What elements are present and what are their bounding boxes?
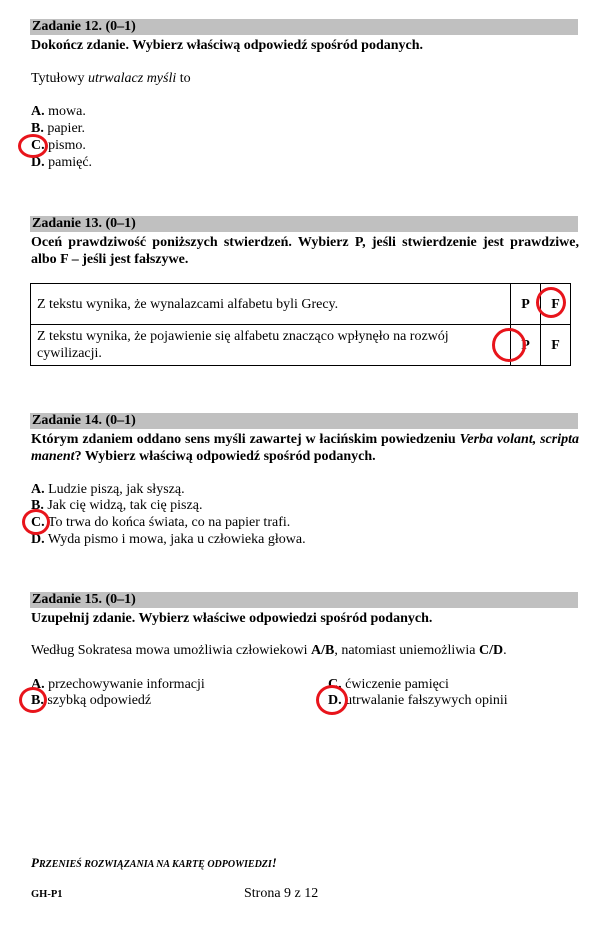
option-text: pamięć.: [44, 155, 93, 170]
task-12-instruction: Dokończ zdanie. Wybierz właściwą odpowiedź spośród podanych.: [31, 38, 424, 53]
task-15-header: Zadanie 15. (0–1): [30, 592, 578, 608]
table-row: [31, 325, 571, 366]
task-12-option-d[interactable]: [31, 154, 92, 171]
stem-text: .: [503, 643, 507, 658]
option-letter: A.: [31, 677, 45, 692]
task-14-option-a[interactable]: [31, 481, 185, 498]
option-letter: D.: [31, 532, 45, 547]
task-15-stem: [31, 642, 507, 659]
option-letter: A.: [31, 482, 45, 497]
task-14-option-d[interactable]: [31, 531, 306, 548]
option-text: Wyda pismo i mowa, jaka u człowieka głowa.: [44, 532, 306, 547]
option-letter: B.: [31, 693, 44, 708]
option-text: utrwalanie fałszywych opinii: [341, 693, 508, 708]
option-letter: B.: [31, 498, 44, 513]
stem-text: Tytułowy: [31, 71, 88, 86]
true-false-table: [30, 283, 571, 366]
true-option[interactable]: P: [511, 325, 541, 366]
statement-cell: Z tekstu wynika, że pojawienie się alfabetu znacząco wpłynęło na rozwój cywilizacji.: [31, 325, 511, 366]
option-letter: A.: [31, 104, 45, 119]
task-14-option-c[interactable]: [31, 514, 290, 531]
option-text: Jak cię widzą, tak cię piszą.: [43, 498, 203, 513]
option-letter: B.: [31, 121, 44, 136]
instruction-text: Którym zdaniem oddano sens myśli zawartej w łacińskim powiedzeniu: [31, 432, 460, 447]
option-text: To trwa do końca świata, co na papier trafi.: [44, 515, 291, 530]
exam-code: GH-P1: [31, 889, 63, 900]
task-12-stem: [31, 70, 191, 87]
option-text: mowa.: [44, 104, 86, 119]
task-13-header: Zadanie 13. (0–1): [30, 216, 578, 232]
task-13-instruction: Oceń prawdziwość poniższych stwierdzeń. Wybierz P, jeśli stwierdzenie jest prawdziwe, albo F – jeśli jest fałszywe.: [31, 235, 579, 267]
option-letter: C.: [31, 515, 45, 530]
page-number: Strona 9 z 12: [244, 886, 319, 901]
option-text: papier.: [43, 121, 86, 136]
statement-cell: Z tekstu wynika, że wynalazcami alfabetu byli Grecy.: [31, 284, 511, 325]
task-14-option-b[interactable]: [31, 497, 202, 514]
stem-italic: utrwalacz myśli: [87, 71, 177, 86]
task-12-header: Zadanie 12. (0–1): [30, 19, 578, 35]
task-15-option-d[interactable]: [328, 692, 508, 709]
transfer-answers-note: [31, 855, 277, 871]
note-text: RZENIEŚ ROZWIĄZANIA NA KARTĘ ODPOWIEDZI: [38, 859, 272, 870]
option-letter: C.: [31, 138, 45, 153]
stem-bold: C/D: [478, 643, 504, 658]
option-letter: C.: [328, 677, 342, 692]
stem-text: Według Sokratesa mowa umożliwia człowiekowi: [31, 643, 311, 658]
instruction-text: ? Wybierz właściwą odpowiedź spośród podanych.: [74, 449, 376, 464]
false-option[interactable]: F: [541, 325, 571, 366]
note-end: !: [271, 855, 277, 870]
task-14-instruction: [31, 431, 579, 465]
stem-text: , natomiast uniemożliwia: [334, 643, 479, 658]
option-letter: D.: [31, 155, 45, 170]
task-15-instruction: Uzupełnij zdanie. Wybierz właściwe odpowiedzi spośród podanych.: [31, 611, 433, 626]
option-letter: D.: [328, 693, 342, 708]
task-14-header: Zadanie 14. (0–1): [30, 413, 578, 429]
option-text: pismo.: [44, 138, 86, 153]
option-text: szybką odpowiedź: [43, 693, 152, 708]
task-15-option-a[interactable]: [31, 676, 205, 693]
option-text: przechowywanie informacji: [44, 677, 205, 692]
true-option[interactable]: P: [511, 284, 541, 325]
stem-text: to: [176, 71, 191, 86]
table-row: [31, 284, 571, 325]
option-text: Ludzie piszą, jak słyszą.: [44, 482, 185, 497]
task-12-option-b[interactable]: [31, 120, 85, 137]
stem-bold: A/B: [310, 643, 335, 658]
task-15-option-b[interactable]: [31, 692, 151, 709]
note-initial: P: [31, 855, 39, 870]
latin-quote: Verba volant, scripta manent: [31, 432, 579, 464]
task-15-option-c[interactable]: [328, 676, 449, 693]
false-option[interactable]: F: [541, 284, 571, 325]
task-12-option-a[interactable]: [31, 103, 86, 120]
task-12-option-c[interactable]: [31, 137, 86, 154]
option-text: ćwiczenie pamięci: [341, 677, 449, 692]
